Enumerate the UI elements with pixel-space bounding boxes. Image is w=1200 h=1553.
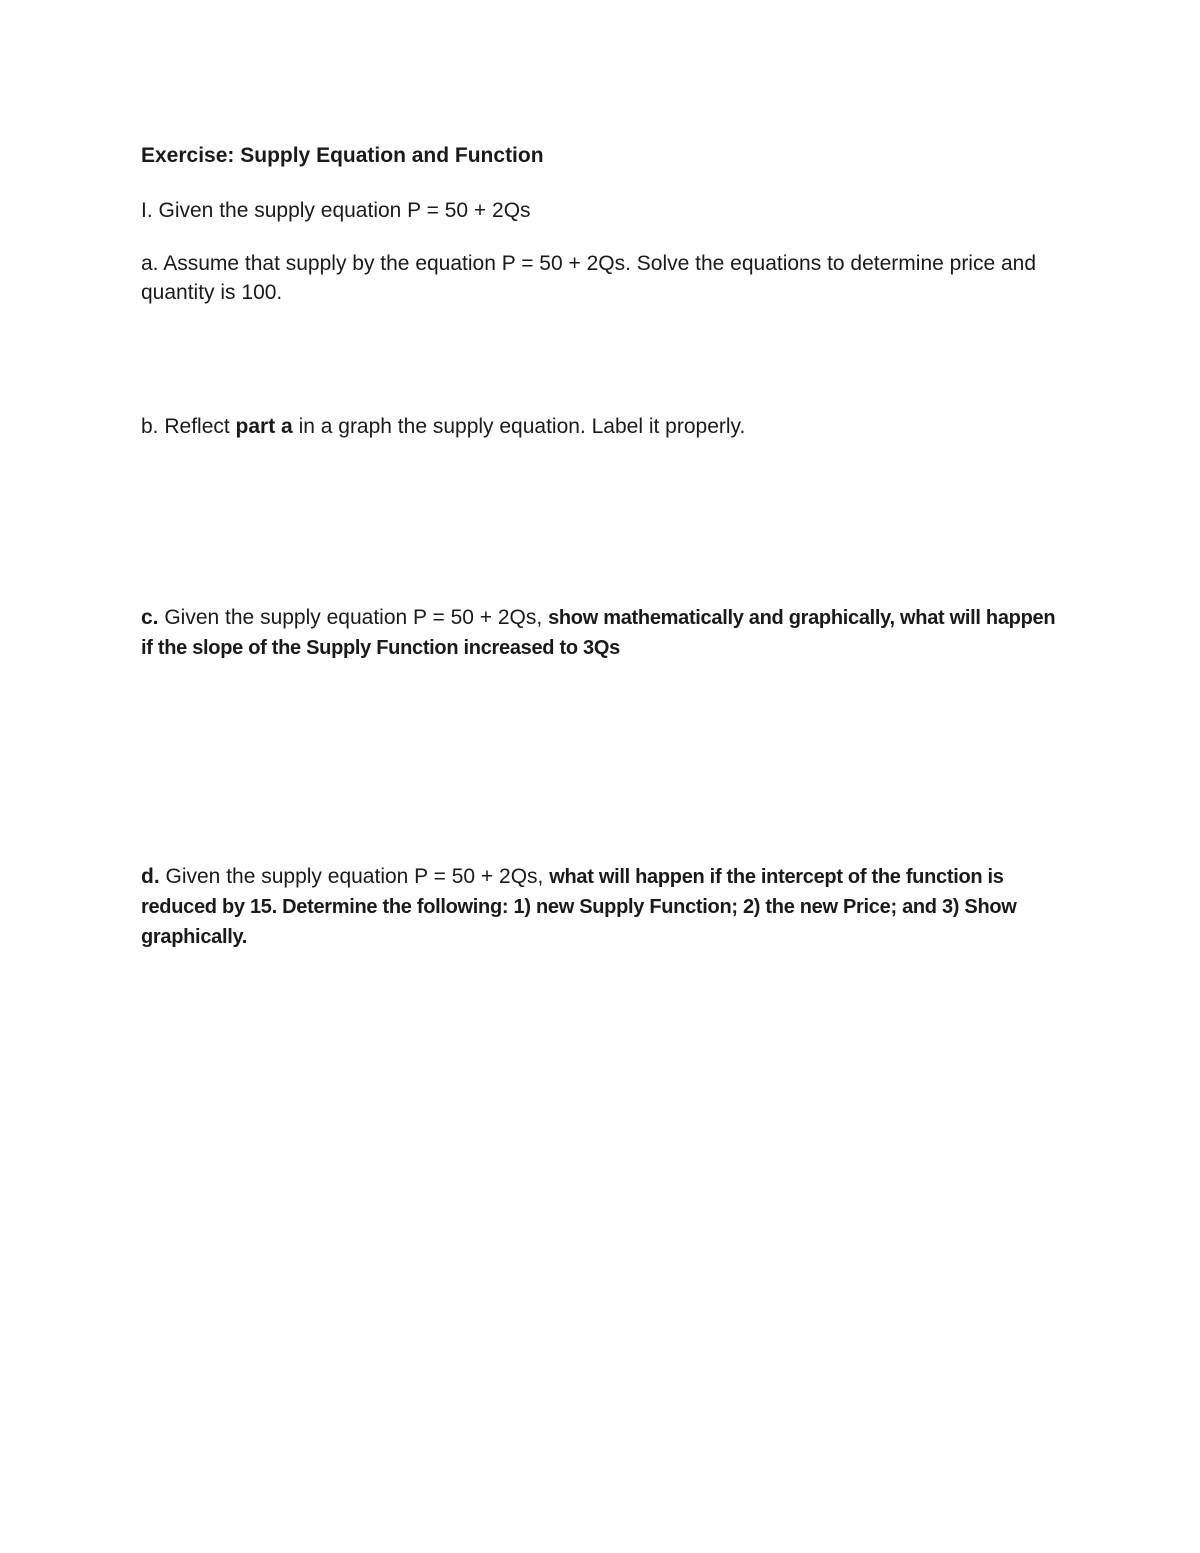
question-c [141,603,1071,663]
question-c-bold: show mathematically and graphically, what will happen if the slope of the Supply Function increased to 3Qs [141,607,1056,659]
question-c-text: Given the supply equation P = 50 + 2Qs, [158,606,549,629]
question-c-label: c. [141,606,159,629]
question-d [141,862,1071,952]
question-b-suffix: in a graph the supply equation. Label it properly. [292,415,746,438]
question-b-prefix: b. Reflect [141,415,236,438]
question-d-label: d. [141,865,160,888]
question-i: I. Given the supply equation P = 50 + 2Qs [141,199,531,222]
question-b-bold: part a [235,415,293,438]
question-a: a. Assume that supply by the equation P = 50 + 2Qs. Solve the equations to determine price and quantity is 100. [141,252,1037,304]
exercise-title: Exercise: Supply Equation and Function [141,144,544,167]
question-d-text: Given the supply equation P = 50 + 2Qs, [159,865,550,888]
question-b [141,412,1071,441]
question-d-bold: what will happen if the intercept of the function is reduced by 15. Determine the following: 1) new Supply Function; 2) the new Price; and 3) Show graphically. [141,866,1017,948]
